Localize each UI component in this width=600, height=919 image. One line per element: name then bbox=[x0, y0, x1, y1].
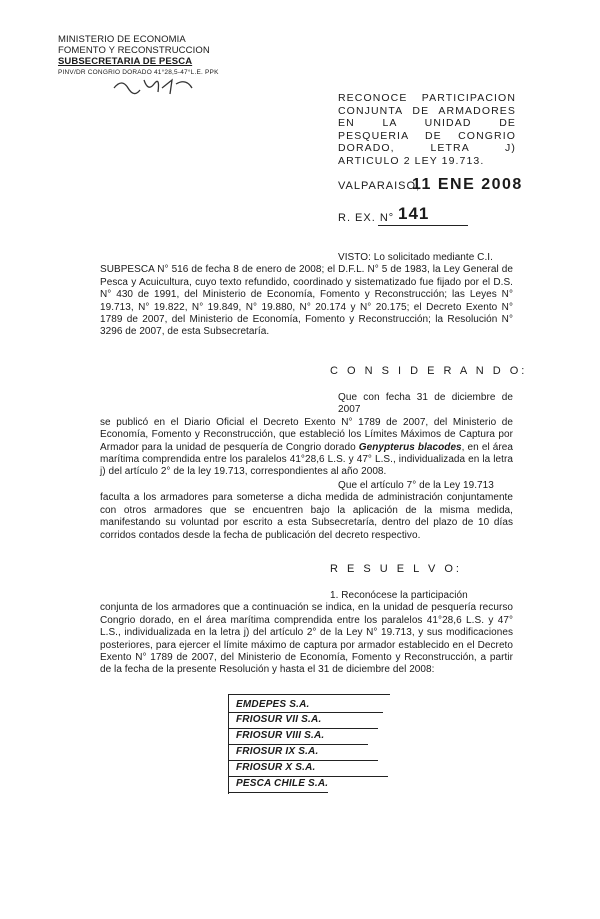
considerando-paragraph-2 bbox=[100, 480, 513, 542]
list-row-rule bbox=[228, 744, 368, 745]
considerando-2-first-line: Que el artículo 7° de la Ley 19.713 bbox=[338, 480, 494, 491]
letterhead bbox=[58, 34, 219, 78]
armador-item: FRIOSUR VIII S.A. bbox=[236, 730, 325, 741]
file-reference: PINV/DR CONGRIO DORADO 41°28,5-47°L.E. PPK bbox=[58, 69, 219, 76]
armador-item: FRIOSUR VII S.A. bbox=[236, 714, 322, 725]
visto-text: SUBPESCA N° 516 de fecha 8 de enero de 2008; el D.F.L. N° 5 de 1983, la Ley General de Pesca y Acuicultura, cuyo texto refundido, coordinado y sistematizado fue fijado por el D.S. N° 430 de 1991, del Ministerio de Economía, Fomento y Reconstrucción; las Leyes N° 19.713, N° 19.822, N° 19.849, N° 19.880, N° 20.174 y N° 20.175; el Decreto Exento N° 1789 de 2007, del Ministerio de Economía, Fomento y Reconstrucción; la Resolución N° 3296 de 2007, de esta Subsecretaría. bbox=[100, 264, 513, 338]
list-row-rule bbox=[228, 776, 388, 777]
place-label: VALPARAISO, bbox=[338, 180, 421, 192]
considerando-2-text: faculta a los armadores para someterse a dicha medida de administración conjuntamente con otros armadores que se encuentren bajo la aplicación de la misma medida, manifestando su voluntad por escrito a esta Subsecretaría, dentro del plazo de 10 días corridos contados desde la fecha de publicación del decreto respectivo. bbox=[100, 492, 513, 541]
considerando-1-first-line: Que con fecha 31 de diciembre de 2007 bbox=[338, 392, 513, 416]
initials-signature-icon bbox=[110, 74, 200, 100]
armador-item: FRIOSUR IX S.A. bbox=[236, 746, 319, 757]
date-stamp: 11 ENE 2008 bbox=[412, 176, 523, 193]
list-top-rule bbox=[228, 694, 390, 695]
resuelvo-paragraph-1 bbox=[100, 590, 513, 677]
species-name: Genypterus blacodes bbox=[358, 441, 462, 453]
visto-paragraph bbox=[100, 252, 513, 339]
armador-item: FRIOSUR X S.A. bbox=[236, 762, 316, 773]
resolution-number-underline bbox=[378, 225, 468, 226]
resolution-number: 141 bbox=[398, 204, 430, 223]
armador-item: EMDEPES S.A. bbox=[236, 699, 310, 710]
visto-first-line: Lo solicitado mediante C.I. bbox=[373, 252, 493, 263]
list-bottom-rule bbox=[228, 792, 328, 793]
resolution-subject: RECONOCE PARTICIPACION CONJUNTA DE ARMADORES EN LA UNIDAD DE PESQUERIA DE CONGRIO DORADO, LETRA J) ARTICULO 2 LEY 19.713. bbox=[338, 92, 516, 167]
resuelvo-1-text: conjunta de los armadores que a continuación se indica, en la unidad de pesquería recurso Congrio dorado, en el área marítima comprendida entre los paralelos 41°28,6 L.S. y 47° L.S., individualizada en la letra j) del artículo 2° de la Ley N° 19.713, y sus modificaciones posteriores, para ejercer el límite máximo de captura por armador establecido en el Decreto Exento N° 1789 de 2007, del Ministerio de Economía, Fomento y Reconstrucción, a partir de la fecha de la presente Resolución y hasta el 31 de diciembre del 2008: bbox=[100, 602, 513, 676]
armador-item: PESCA CHILE S.A. bbox=[236, 778, 329, 789]
ministry-subname: FOMENTO Y RECONSTRUCCION bbox=[58, 45, 210, 56]
considerando-paragraph-1 bbox=[100, 392, 513, 479]
considerando-heading: C O N S I D E R A N D O: bbox=[330, 365, 528, 377]
considerando-1-text-b: , en el área marítima comprendida entre los paralelos 41°28,6 L.S. y 47° L.S., individualizada en la letra j) del artículo 2° de la ley 19.713, correspondientes al año 2008. bbox=[100, 441, 513, 478]
list-row-rule bbox=[228, 712, 383, 713]
resuelvo-heading: R E S U E L V O: bbox=[330, 563, 462, 575]
considerando-1-text-a: se publicó en el Diario Oficial el Decreto Exento N° 1789 de 2007, del Ministerio de Economía, Fomento y Reconstrucción, que estableció los Límites Máximos de Captura por Armador para la unidad de pesquería de Congrio dorado bbox=[100, 416, 513, 453]
ministry-name: MINISTERIO DE ECONOMIA bbox=[58, 34, 186, 45]
resuelvo-1-first-line: 1. Reconócese la participación bbox=[330, 590, 468, 601]
list-row-rule bbox=[228, 728, 378, 729]
list-row-rule bbox=[228, 760, 378, 761]
subsecretaria-name: SUBSECRETARIA DE PESCA bbox=[58, 56, 193, 67]
resolution-number-label: R. EX. N° bbox=[338, 212, 395, 224]
visto-label: VISTO: bbox=[338, 252, 371, 263]
